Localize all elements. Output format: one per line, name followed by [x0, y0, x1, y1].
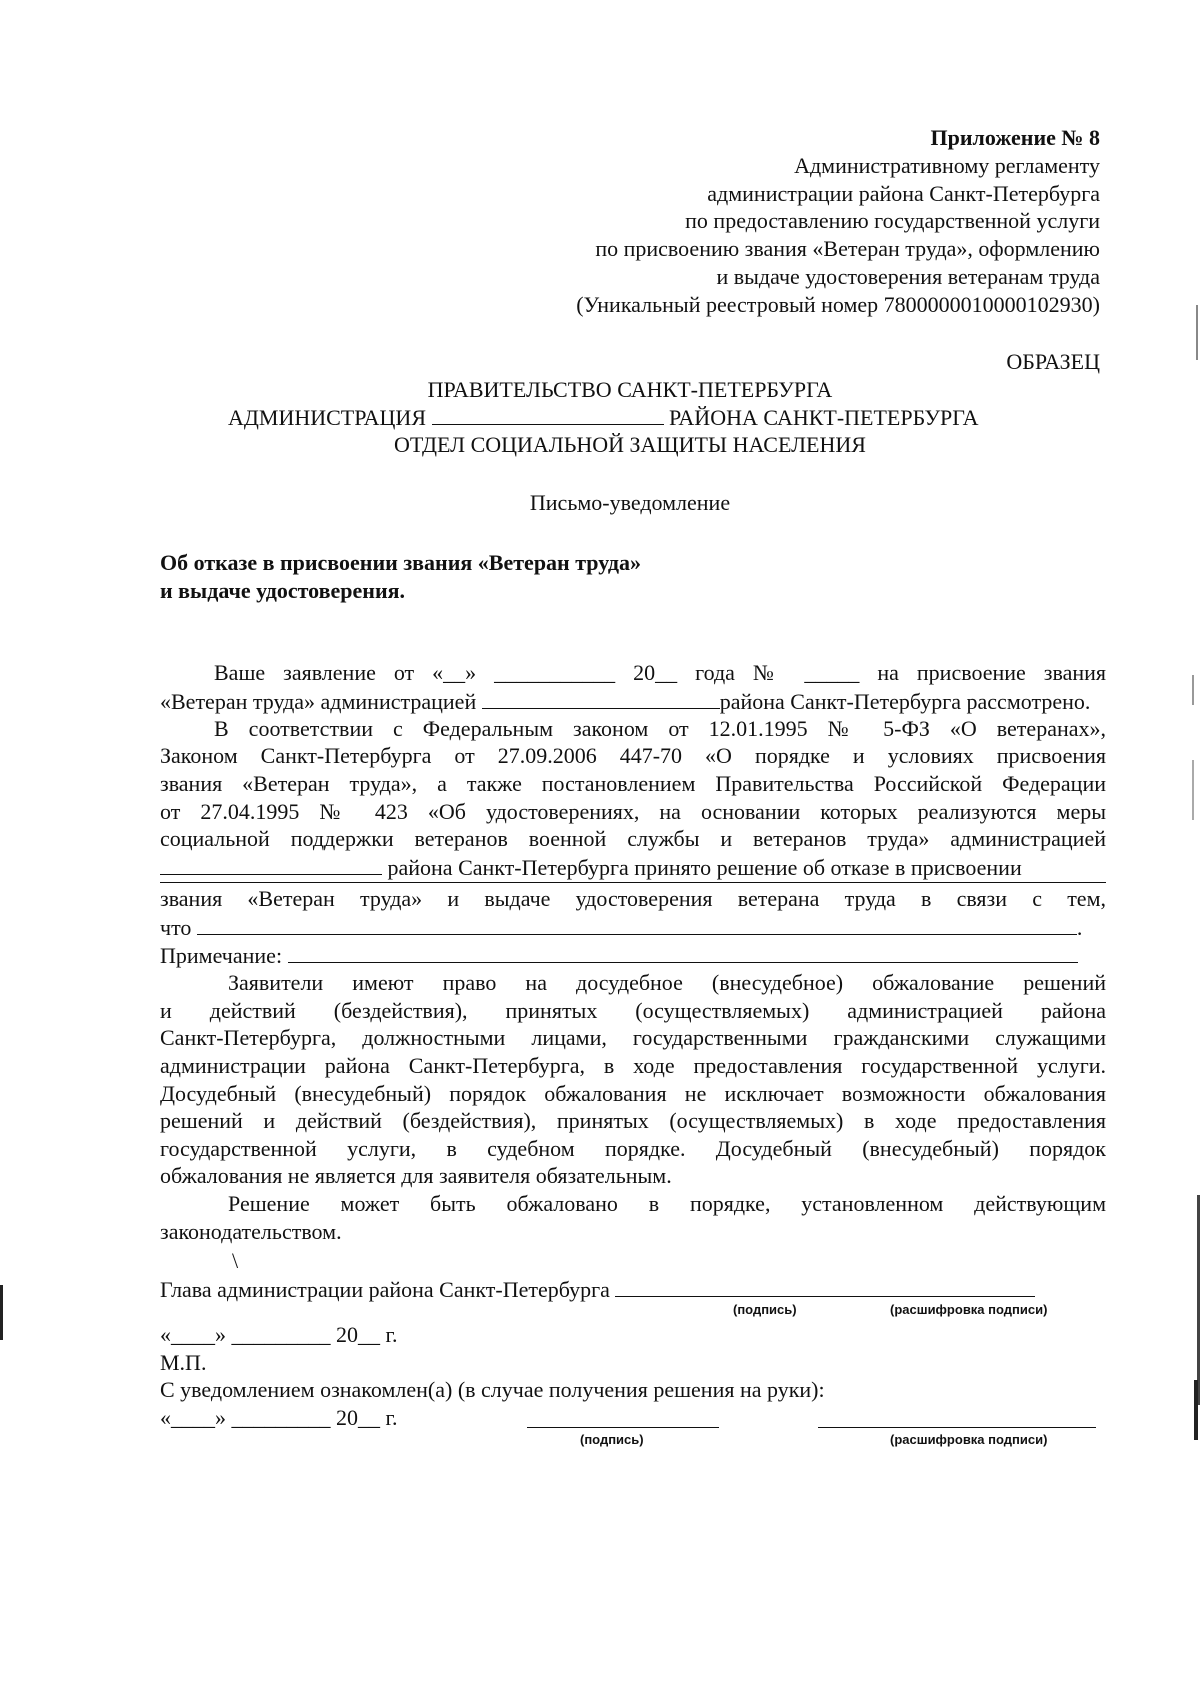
- header-line: по предоставлению государственной услуги: [685, 208, 1100, 233]
- separator-line: [160, 882, 1106, 883]
- date-line: «____» _________ 20__ г.: [160, 1322, 398, 1347]
- decode-caption: (расшифровка подписи): [890, 1432, 1048, 1447]
- decode-blank: [818, 1427, 1096, 1428]
- reason-line: что .: [160, 915, 1083, 940]
- body-line: Санкт-Петербурга, должностными лицами, государственными гражданскими служащими: [160, 1025, 1106, 1050]
- body-line: В соответствии с Федеральным законом от 12.01.1995 № 5-ФЗ «О ветеранах»,: [214, 716, 1106, 741]
- body-line: Ваше заявление от «__» ___________ 20__ года № _____ на присвоение звания: [214, 660, 1106, 685]
- document-type: Письмо-уведомление: [529, 490, 731, 515]
- acknowledgement-line: С уведомлением ознакомлен(а) (в случае получения решения на руки):: [160, 1377, 825, 1402]
- body-line: администрации района Санкт-Петербурга, в ходе предоставления государственной услуги.: [160, 1053, 1106, 1078]
- header-line: Административному регламенту: [794, 153, 1100, 178]
- signature-caption: (подпись): [733, 1302, 797, 1317]
- body-line: Законом Санкт-Петербурга от 27.09.2006 447-70 «О порядке и условиях присвоения: [160, 743, 1106, 768]
- header-line: (Уникальный реестровый номер 7800000010000102930): [576, 292, 1100, 317]
- body-line: звания «Ветеран труда» и выдаче удостоверения ветерана труда в связи с тем,: [160, 886, 1106, 911]
- subject-line: и выдаче удостоверения.: [160, 578, 406, 603]
- body-text: что: [160, 915, 192, 940]
- body-line: законодательством.: [160, 1219, 342, 1244]
- decode-caption: (расшифровка подписи): [890, 1302, 1048, 1317]
- scan-edge-mark: [1196, 305, 1198, 360]
- body-line: обжалования не является для заявителя обязательным.: [160, 1163, 672, 1188]
- stray-mark: \: [232, 1248, 239, 1273]
- administration-line: [228, 404, 978, 431]
- body-line: социальной поддержки ветеранов военной службы и ветеранов труда» администрацией: [160, 826, 1106, 851]
- scan-edge-mark: [1194, 1380, 1198, 1440]
- administration-prefix: АДМИНИСТРАЦИЯ: [228, 405, 426, 430]
- body-line: государственной услуги, в судебном порядке. Досудебный (внесудебный) порядок: [160, 1136, 1106, 1161]
- scan-edge-mark: [1192, 675, 1194, 705]
- head-title: Глава администрации района Санкт-Петербурга: [160, 1277, 610, 1302]
- body-text: района Санкт-Петербурга рассмотрено.: [719, 689, 1091, 714]
- signature-blank: [615, 1276, 1035, 1297]
- note-line: [160, 942, 1078, 969]
- sample-label: ОБРАЗЕЦ: [1006, 349, 1100, 374]
- body-text: «Ветеран труда» администрацией: [160, 689, 477, 714]
- scan-edge-mark: [0, 1285, 3, 1340]
- reason-blank: [197, 914, 1077, 935]
- signature-line: [160, 1276, 1035, 1303]
- body-text: района Санкт-Петербурга принято решение об отказе в присвоении: [387, 855, 1022, 880]
- signature-blank: [527, 1427, 719, 1428]
- body-line: [160, 854, 1022, 881]
- header-line: по присвоению звания «Ветеран труда», оформлению: [595, 236, 1100, 261]
- body-line: [160, 688, 1090, 715]
- district-blank: [160, 854, 382, 875]
- scan-edge-mark: [1192, 760, 1194, 820]
- government-name: ПРАВИТЕЛЬСТВО САНКТ-ПЕТЕРБУРГА: [427, 377, 833, 402]
- header-line: и выдаче удостоверения ветеранам труда: [716, 264, 1100, 289]
- body-line: и действий (бездействия), принятых (осуществляемых) администрацией района: [160, 998, 1106, 1023]
- body-line: звания «Ветеран труда», а также постановлением Правительства Российской Федерации: [160, 771, 1106, 796]
- department-name: ОТДЕЛ СОЦИАЛЬНОЙ ЗАЩИТЫ НАСЕЛЕНИЯ: [394, 432, 866, 457]
- note-label: Примечание:: [160, 943, 283, 968]
- administration-suffix: РАЙОНА САНКТ-ПЕТЕРБУРГА: [669, 405, 979, 430]
- signature-caption: (подпись): [580, 1432, 644, 1447]
- header-line: администрации района Санкт-Петербурга: [707, 181, 1100, 206]
- body-line: от 27.04.1995 № 423 «Об удостоверениях, на основании которых реализуются меры: [160, 799, 1106, 824]
- body-line: решений и действий (бездействия), принятых (осуществляемых) в ходе предоставления: [160, 1108, 1106, 1133]
- appendix-title: Приложение № 8: [930, 125, 1100, 150]
- subject-line: Об отказе в присвоении звания «Ветеран труда»: [160, 550, 641, 575]
- district-blank: [482, 688, 720, 709]
- district-blank: [432, 404, 664, 425]
- body-line: Досудебный (внесудебный) порядок обжалования не исключает возможности обжалования: [160, 1081, 1106, 1106]
- body-line: Решение может быть обжаловано в порядке, установленном действующим: [228, 1191, 1106, 1216]
- body-line: Заявители имеют право на досудебное (внесудебное) обжалование решений: [228, 970, 1106, 995]
- stamp-label: М.П.: [160, 1350, 207, 1375]
- date-line: «____» _________ 20__ г.: [160, 1405, 398, 1430]
- note-blank: [288, 942, 1078, 963]
